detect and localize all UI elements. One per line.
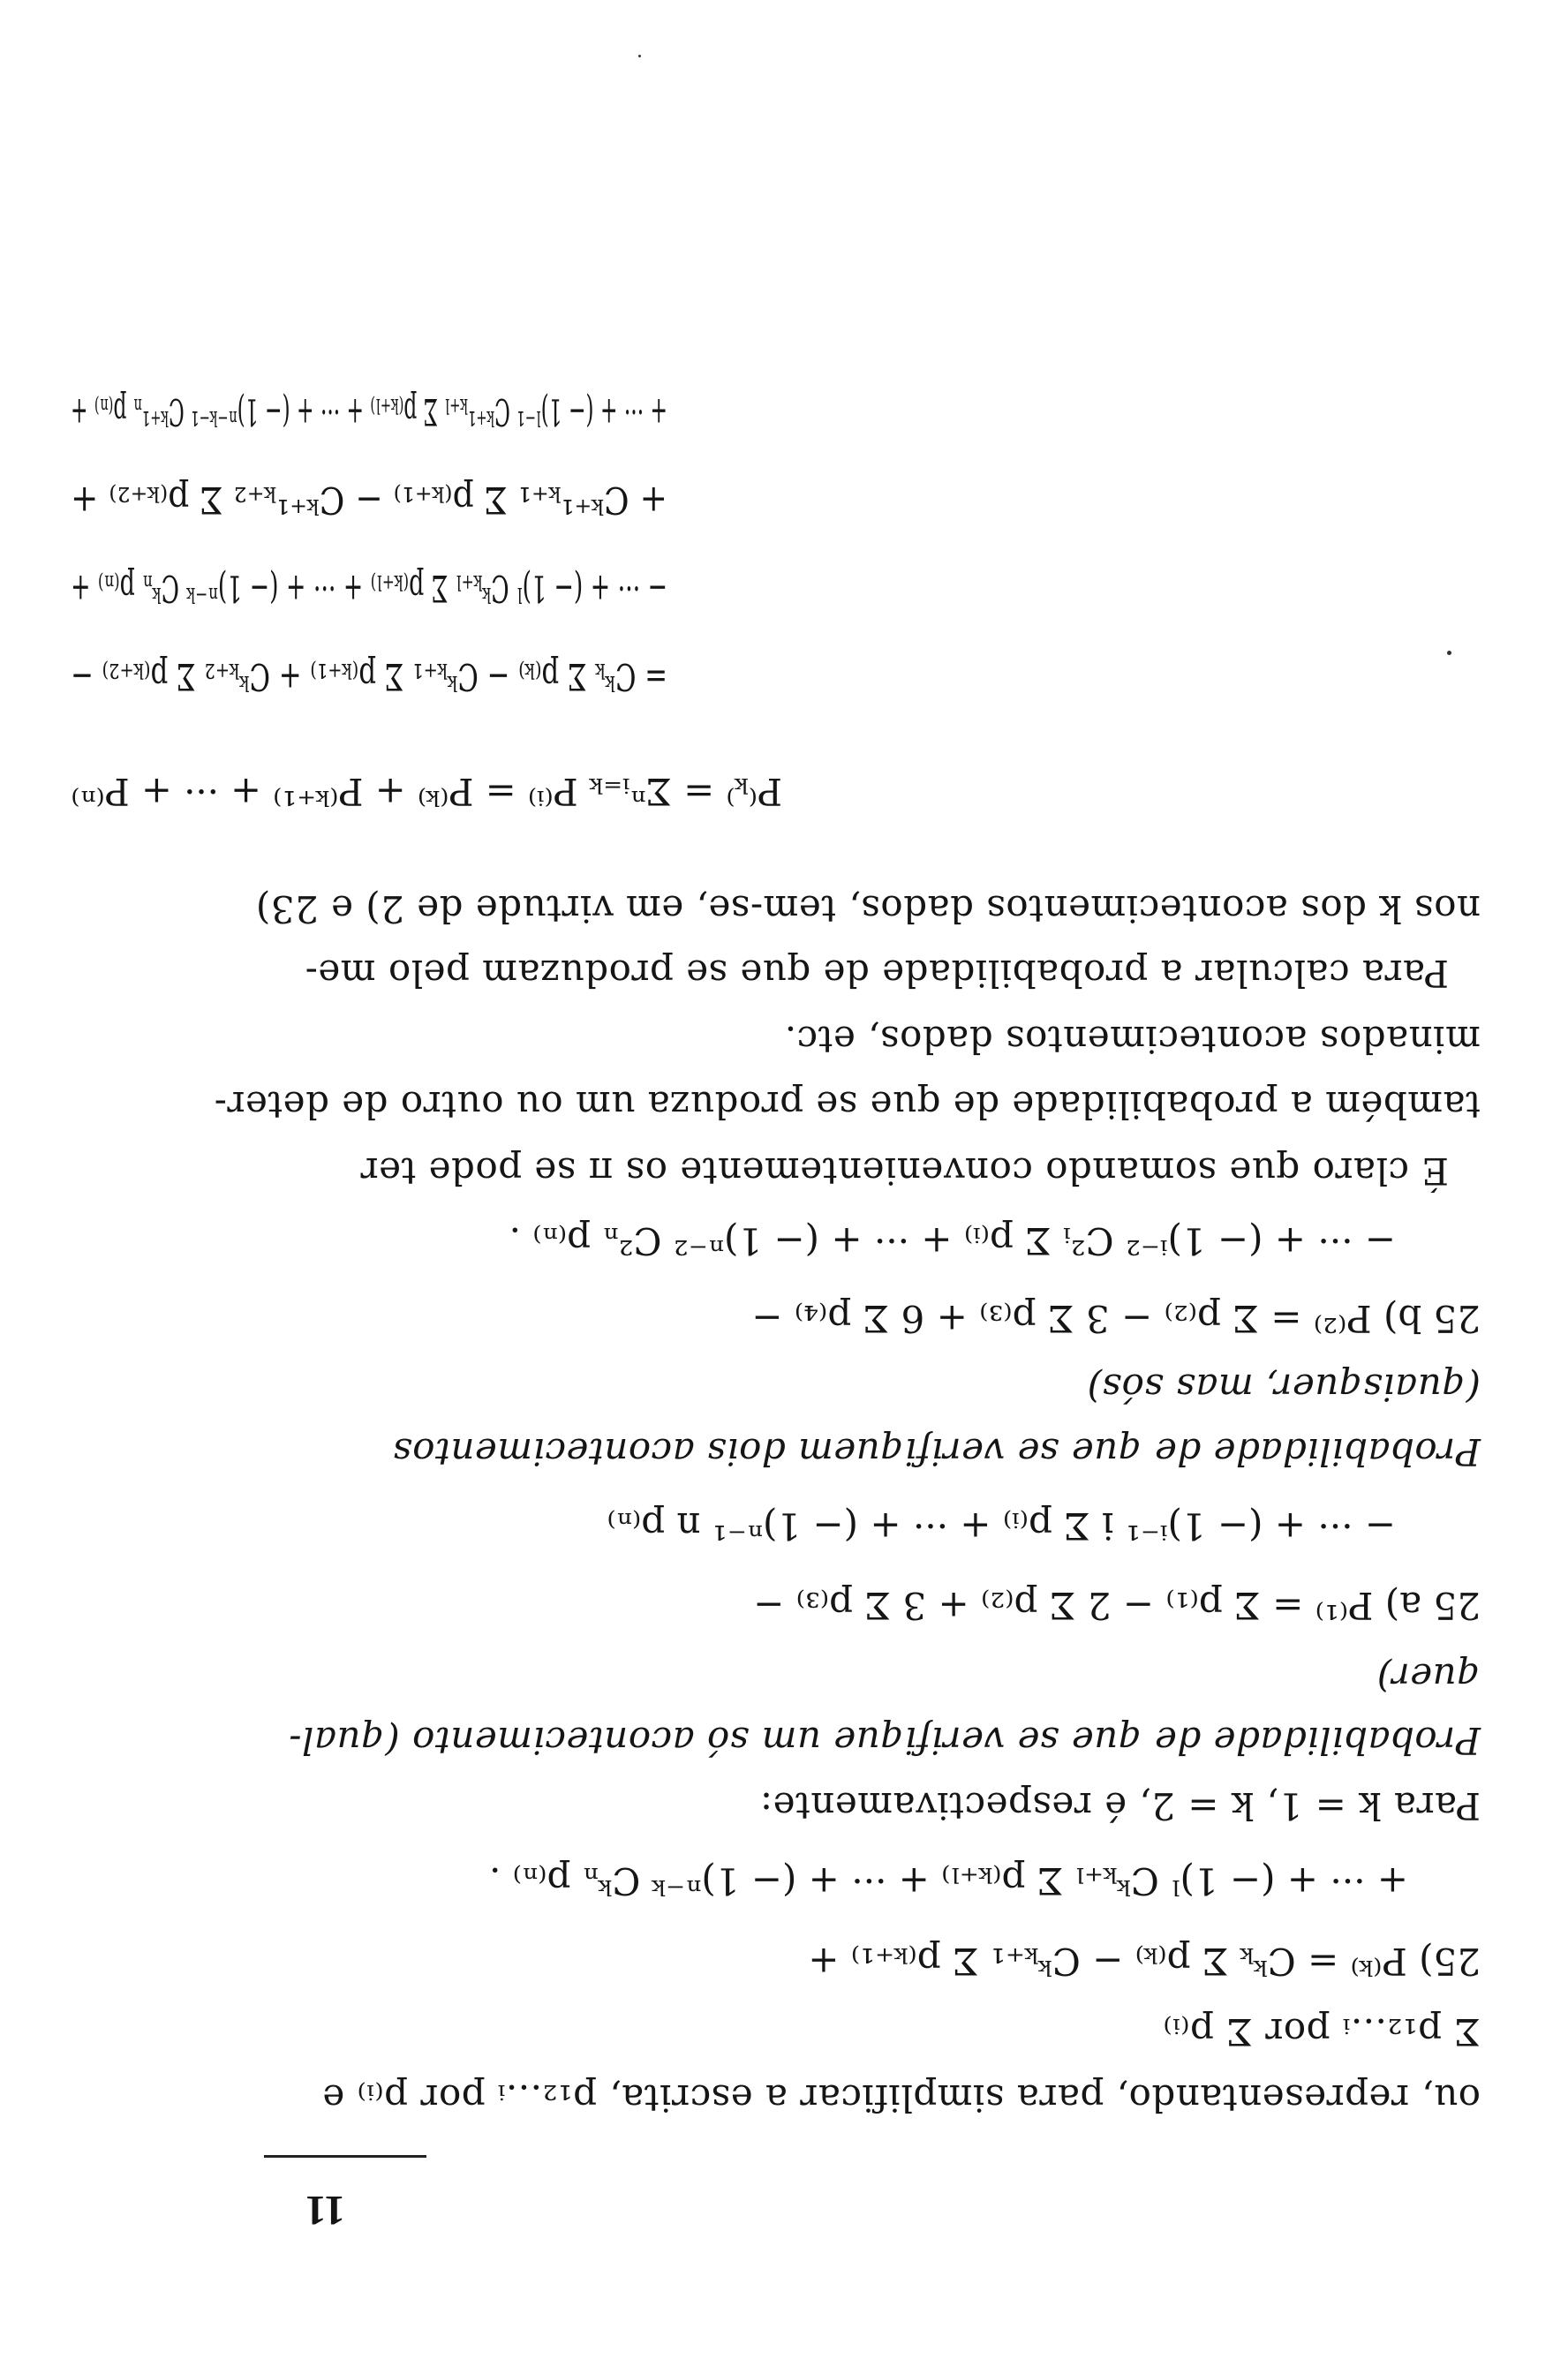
- text-line-1: ou, representando, para simplificar a escrita, p₁₂...ᵢ por p₍ᵢ₎ e: [321, 2076, 1481, 2120]
- heading-two-events-cont: (quaisquer, mas sós): [1087, 1366, 1481, 1409]
- stray-mark: [1447, 651, 1451, 655]
- equation-25a-line-1: 25 a) P⁽¹⁾ = Σ p₍₁₎ − 2 Σ p₍₂₎ + 3 Σ p₍₃₎ −: [753, 1584, 1481, 1627]
- equation-sum-line-1: P⁽ₖ⁾ = Σⁿᵢ₌ₖ P⁽ⁱ⁾ = P⁽ᵏ⁾ + P⁽ᵏ⁺¹⁾ + ··· + P⁽ⁿ⁾: [71, 770, 782, 813]
- equation-25-line-1: 25) P⁽ᵏ⁾ = Cᵏₖ Σ p₍ₖ₎ − Cᵏₖ₊₁ Σ p₍ₖ₊₁₎ +: [808, 1940, 1481, 1983]
- stray-mark: [638, 55, 641, 57]
- heading-single-event-cont: quer): [1376, 1655, 1481, 1699]
- equation-25b-line-2: − ··· + (− 1)ⁱ⁻² C²ᵢ Σ p₍ᵢ₎ + ··· + (− 1)ⁿ⁻² C²ₙ p₍ₙ₎ .: [509, 1219, 1396, 1262]
- text-line-5: Para k = 1, k = 2, é respectivamente:: [759, 1784, 1481, 1828]
- equation-sum-line-3: − ··· + (− 1)ˡ Cᵏₖ₊ₗ Σ p₍ₖ₊ₗ₎ + ··· + (− 1)ⁿ⁻ᵏ Cᵏₙ p₍ₙ₎ +: [71, 567, 667, 610]
- text-line-2: Σ p₁₂...ᵢ por Σ p₍ᵢ₎: [1162, 2010, 1481, 2054]
- paragraph-1-line-2: também a probabilidade de que se produza um ou outro de deter-: [214, 1083, 1481, 1127]
- paragraph-2-line-1: Para calcular a probabilidade de que se produzam pelo me-: [305, 952, 1449, 995]
- heading-single-event: Probabilidade de que se verifique um só acontecimento (qual-: [288, 1719, 1481, 1762]
- paragraph-2-line-2: nos k dos acontecimentos dados, tem-se, em virtude de 2) e 23): [255, 887, 1481, 931]
- equation-sum-line-5: + ··· + (− 1)ˡ⁻¹ Cᵏ⁺¹ₖ₊ₗ Σ p₍ₖ₊ₗ₎ + ··· + (− 1)ⁿ⁻ᵏ⁻¹ Cᵏ⁺¹ₙ p₍ₙ₎ +: [70, 390, 667, 433]
- paragraph-1-line-1: É claro que somando convenientemente os π se pode ter: [360, 1149, 1449, 1193]
- heading-two-events: Probabilidade de que se verifiquem dois acontecimentos: [392, 1430, 1481, 1473]
- equation-25a-line-2: − ··· + (− 1)ⁱ⁻¹ i Σ p₍ᵢ₎ + ··· + (− 1)ⁿ⁻¹ n p₍ₙ₎: [607, 1504, 1396, 1548]
- equation-sum-line-2: = Cᵏₖ Σ p₍ₖ₎ − Cᵏₖ₊₁ Σ p₍ₖ₊₁₎ + Cᵏₖ₊₂ Σ p₍ₖ₊₂₎ −: [71, 655, 667, 698]
- paragraph-1-line-3: minados acontecimentos dados, etc.: [784, 1018, 1481, 1061]
- equation-25b-line-1: 25 b) P⁽²⁾ = Σ p₍₂₎ − 3 Σ p₍₃₎ + 6 Σ p₍₄₎ −: [751, 1297, 1481, 1340]
- page-number: 11: [305, 2187, 345, 2234]
- equation-sum-line-4: + Cᵏ⁺¹ₖ₊₁ Σ p₍ₖ₊₁₎ − Cᵏ⁺¹ₖ₊₂ Σ p₍ₖ₊₂₎ +: [70, 479, 667, 522]
- equation-25-line-2: + ··· + (− 1)ˡ Cᵏₖ₊ₗ Σ p₍ₖ₊ₗ₎ + ··· + (− 1)ⁿ⁻ᵏ Cᵏₙ p₍ₙ₎ .: [488, 1859, 1408, 1903]
- header-rule: [264, 2155, 426, 2158]
